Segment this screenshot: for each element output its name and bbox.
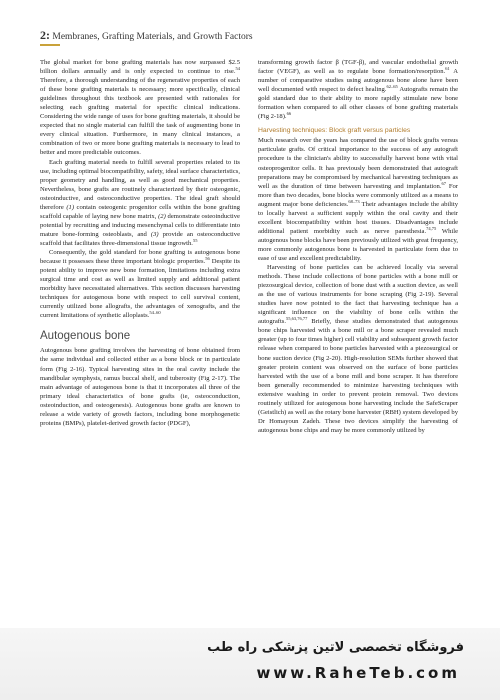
reference: 68–73: [348, 198, 360, 204]
text-run: A number of comparative studies using autogenous bone alone have been well documented with respect to defect healing.: [258, 68, 459, 94]
text-run: demonstrate osteoinductive potential by recruiting and inducing mesenchymal cells to differentiate into mature bone-forming osteoblasts, and: [40, 212, 240, 238]
section-heading: Autogenous bone: [40, 330, 131, 343]
left-column: [40, 58, 240, 428]
paragraph: [40, 158, 240, 248]
reference: 67: [441, 180, 446, 186]
chapter-separator: :: [46, 28, 50, 42]
text-run: contain osteogenic progenitor cells within the bone grafting scaffold capable of laying new bone matrix,: [40, 203, 240, 220]
reference: 55: [192, 237, 198, 243]
watermark-footer: [0, 628, 500, 700]
reference: 56: [205, 255, 210, 261]
list-marker: (2): [158, 212, 166, 220]
text-run: Their advantages include the ability to locally harvest a sufficient supply within the oral cavity and their excellent biocompatibility within host tissues. Disadvantages include additional patient morbidity such as nerve paresthesia.: [258, 200, 458, 235]
paragraph: [40, 248, 240, 320]
text-run: Harvesting of bone particles can be achieved locally via several methods. These include collections of bone particles with a bone mill or piezosurgical device, collection of bone dust with a suction device, as well as the use of various instruments for bone scraping (Fig 2-19). Several studies have now pointed to the fact that harvesting technique has a significant influence on the viability of bone cells within the autografts.: [258, 264, 458, 326]
reference: 54: [235, 65, 240, 71]
reference: 55,63,76,77: [286, 316, 308, 322]
paragraph: [258, 263, 458, 435]
list-marker: (3): [150, 230, 159, 238]
text-run: Consequently, the gold standard for bone grafting is autogenous bone because it possesses these three important biologic properties.: [40, 248, 240, 266]
paragraph: [40, 58, 240, 158]
text-run: Much research over the years has compared the use of block grafts versus particulate grafts. Of critical importance to the success of any autograft procedure is the clinician's ability to successfully harvest bone with vital osteoprogenitor cells. It has previously been demonstrated that autograft preparations may be compromised by mechanical harvesting techniques as well as the duration of time between harvesting and implantation.: [258, 137, 458, 190]
reference: 74,75: [426, 225, 437, 231]
paragraph: [258, 136, 458, 263]
paragraph: [258, 58, 458, 121]
text-run: Autogenous bone grafting involves the harvesting of bone obtained from the same individual and collected either as a bone block or in particulate form (Fig 2-16). Typical harvesting sites in the oral cavity include the mandibular symphysis, ramus buccal shelf, and tuberosity (Fig 2-17). The main advantage of autogenous bone is that it incorporates all three of the primary ideal characteristics of bone grafts (ie, osteoconduction, osteoinduction, and osteogenesis). Autogenous bone grafts are known to release a wide variety of growth factors, including bone morphogenetic proteins (BMPs), platelet-derived growth factor (PDGF),: [40, 347, 240, 427]
text-run: Autografts remain the gold standard due to their ability to more rapidly stimulate new bone formation when compared to all other classes of bone grafting materials (Fig 2-18).: [258, 86, 458, 121]
text-run: Therefore, a thorough understanding of the regenerative properties of each of these bone grafting materials is necessary; more specifically, clinical guidelines throughout this textbook are presented with rationales for selecting each grafting material for specific clinical indications. Considering the wide range of uses for bone grafting materials, it should be expected that no single material can fulfill the task of augmenting bone in every clinical situation. Furthermore, in many clinical instances, a combination of two or more bone grafting materials is necessary to lead to better and more predictable outcomes.: [40, 77, 240, 157]
text-run: transforming growth factor β (TGF-β), and vascular endothelial growth factor (VEGF), as well as to regulate bone formation/resorption.: [258, 59, 458, 76]
text-run: While autogenous bone blocks have been previously utilized with great frequency, more commonly autogenous bone is harvested in particulate form due to ease of use and excellent predictability.: [258, 227, 458, 262]
text-run: Each grafting material needs to fulfill several properties related to its use, including optimal biocompatibility, safety, ideal surface characteristics, proper geometry and handling, as well as good mechanical properties. Nevertheless, bone grafts are routinely characterized by their osteogenic, osteoinductive, and osteoconductive properties. The ideal graft should therefore: [40, 158, 241, 211]
right-column: [258, 58, 458, 435]
text-run: provide an osteoconductive scaffold that facilitates three-dimensional tissue ingrowth.: [40, 230, 240, 247]
reference: 61: [445, 65, 450, 71]
text-run: Despite its potent ability to improve new bone formation, limitations including extra surgical time and cost as well as limited supply and additional patient morbidity have necessitated alternatives. This section discusses harvesting techniques for autogenous bone with respect to cell survival content, currently utilized bone allografts, the advantages of xenografts, and the current limitations of synthetic alloplasts.: [40, 258, 241, 320]
store-url[interactable]: www.RaheTeb.com: [256, 664, 460, 682]
list-marker: (1): [66, 203, 75, 211]
text-run: For more than two decades, bone blocks were commonly utilized as a means to augment major bone deficiencies.: [258, 182, 458, 208]
reference: 54–60: [149, 310, 161, 316]
header-rule: [40, 44, 60, 46]
text-run: Briefly, these studies demonstrated that autogenous bone chips harvested with a bone mill or a bone scraper revealed much greater (up to four times higher) cell viability and subsequent growth factor release when compared to bone particles harvested with a piezosurgical or bone suction device (Fig 2-20). High-resolution SEMs further showed that greater protein content was observed on the surface of bone particles harvested with the use of a bone mill and bone scraper. It has therefore been generally recommended to minimize harvesting techniques with extensive washing in order to prevent protein removal. Two devices routinely utilized for autogenous bone harvesting include the SafeScraper (Geistlich) as well as the rotary bone harvester (RBH) system developed by Dr Homayoun Zadeh. These two devices simplify the harvesting of autogenous bone chips and may be more commonly utilized by: [258, 318, 458, 434]
chapter-number: 2: [40, 28, 46, 42]
reference: 62–65: [386, 83, 398, 89]
running-header: [40, 28, 253, 43]
text-run: The global market for bone grafting materials has now surpassed $2.5 billion dollars annually and is only expected to continue to rise.: [40, 59, 240, 76]
reference: 66: [286, 111, 292, 117]
chapter-title: Membranes, Grafting Materials, and Growth Factors: [52, 32, 253, 42]
subsection-heading: Harvesting techniques: Block graft versus particles: [258, 127, 411, 135]
store-name: فروشگاه تخصصی لاتین پزشکی راه طب: [207, 640, 464, 655]
paragraph: [40, 346, 240, 427]
